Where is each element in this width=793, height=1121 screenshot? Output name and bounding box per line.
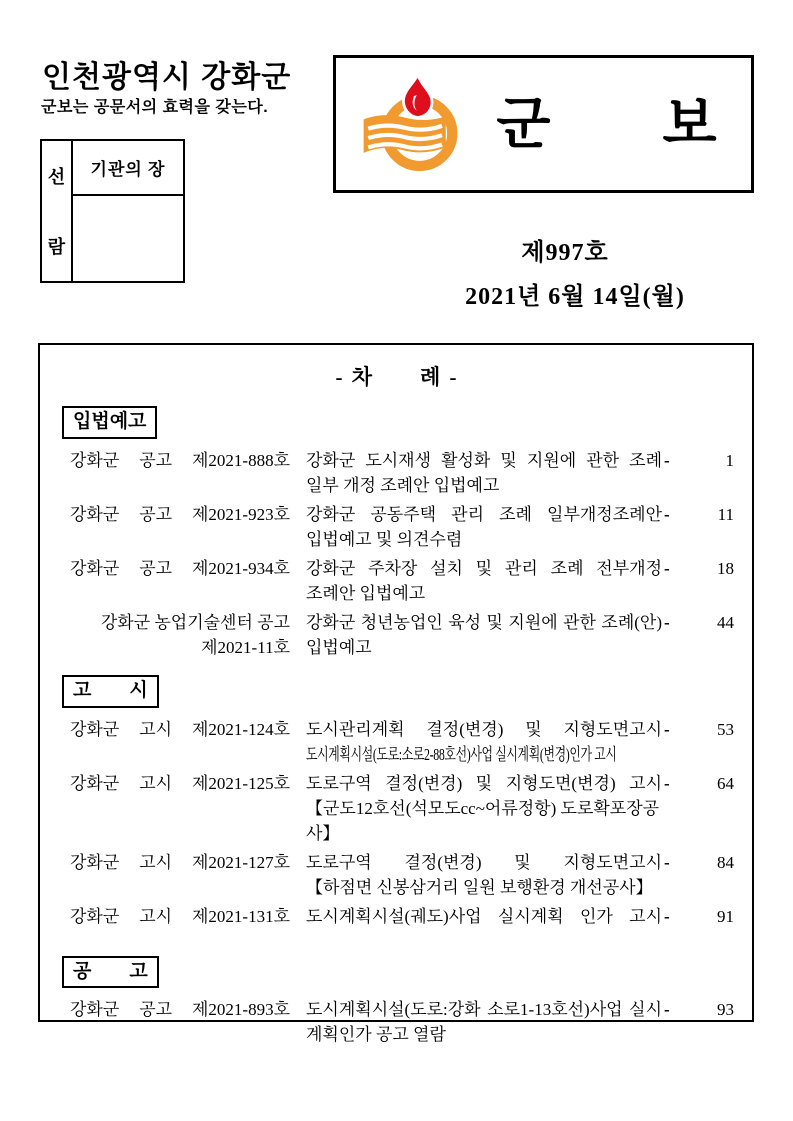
entry-doc-number	[70, 771, 290, 796]
stamp-header-cell: 기관의 장	[73, 141, 183, 196]
entry-page-number: 84	[717, 852, 734, 872]
entry-page-number: 93	[717, 1000, 734, 1020]
stamp-side-label-bottom: 람	[47, 237, 66, 257]
toc-title: - 차 례 -	[335, 365, 459, 389]
page-dash: -	[664, 719, 670, 739]
entry-title-line: 도시계획시설(도로:강화 소로1-13호선)사업 실시	[306, 1000, 662, 1020]
entry-page	[664, 448, 734, 473]
section-entries	[70, 997, 734, 1047]
entry-title	[306, 771, 662, 846]
entry-title	[306, 904, 662, 929]
section-entries	[70, 448, 734, 660]
doc-number-line: 강화군 공고 제2021-934호	[70, 558, 290, 578]
toc-sections	[60, 406, 734, 1047]
doc-number-line: 강화군 공고 제2021-893호	[70, 1000, 290, 1020]
section-label: 공 고	[62, 956, 159, 989]
section-label: 입법예고	[62, 406, 157, 439]
toc-entry-row	[70, 997, 734, 1047]
entry-page-number: 11	[717, 504, 734, 524]
entry-title-line: 도시관리계획 결정(변경) 및 지형도면고시	[306, 719, 662, 739]
entry-title	[306, 997, 662, 1047]
entry-doc-number	[70, 904, 290, 929]
toc-section	[60, 956, 734, 1048]
county-emblem-icon	[358, 68, 470, 180]
doc-number-line: 강화군 고시 제2021-127호	[70, 852, 290, 872]
entry-page-number: 64	[717, 773, 734, 793]
page-dash: -	[664, 612, 670, 632]
entry-title-line: 강화군 청년농업인 육성 및 지원에 관한 조례(안)	[306, 612, 662, 632]
entry-doc-number	[70, 610, 290, 660]
entry-page	[664, 997, 734, 1022]
entry-doc-number	[70, 448, 290, 473]
entry-page-number: 53	[717, 719, 734, 739]
entry-title-line: 조례안 입법예고	[306, 583, 426, 603]
page-dash: -	[664, 1000, 670, 1020]
issue-date: 2021년 6월 14일(월)	[465, 284, 685, 310]
entry-doc-number	[70, 502, 290, 527]
entry-title-line: 도로구역 결정(변경) 및 지형도면고시	[306, 852, 662, 872]
entry-title	[306, 502, 662, 552]
toc-section	[60, 675, 734, 929]
doc-number-line: 강화군 고시 제2021-125호	[70, 773, 290, 793]
section-label: 고 시	[62, 675, 159, 708]
entry-page	[664, 502, 734, 527]
entry-page-number: 18	[717, 558, 734, 578]
entry-doc-number	[70, 997, 290, 1022]
gazette-header-box	[333, 55, 754, 193]
entry-title	[306, 610, 662, 660]
entry-page	[664, 850, 734, 875]
toc-entry-row	[70, 904, 734, 929]
page-dash: -	[664, 450, 670, 470]
doc-number-line: 강화군 고시 제2021-131호	[70, 906, 290, 926]
entry-page-number: 91	[717, 906, 734, 926]
stamp-side-column	[42, 141, 73, 281]
page-dash: -	[664, 773, 670, 793]
entry-title	[306, 448, 662, 498]
entry-title	[306, 556, 662, 606]
entry-page	[664, 904, 734, 929]
gazette-title: 군 보	[496, 92, 717, 155]
page-dash: -	[664, 504, 670, 524]
entry-title-line: 계획인가 공고 열람	[306, 1025, 446, 1045]
entry-title-line: 강화군 주차장 설치 및 관리 조례 전부개정	[306, 558, 662, 578]
entry-page	[664, 717, 734, 742]
toc-entry-row	[70, 502, 734, 552]
gazette-tagline: 군보는 공문서의 효력을 갖는다.	[41, 99, 269, 116]
entry-title-line: 도로구역 결정(변경) 및 지형도면(변경) 고시	[306, 773, 662, 793]
toc-entry-row	[70, 610, 734, 660]
stamp-signature-cell	[73, 196, 183, 281]
entry-page	[664, 556, 734, 581]
page-dash: -	[664, 852, 670, 872]
page-dash: -	[664, 906, 670, 926]
entry-title-line: 도시계획시설(궤도)사업 실시계획 인가 고시	[306, 906, 662, 926]
entry-doc-number	[70, 556, 290, 581]
doc-number-line: 강화군 고시 제2021-124호	[70, 719, 290, 739]
entry-page-number: 44	[717, 612, 734, 632]
doc-number-line: 강화군 공고 제2021-923호	[70, 504, 290, 524]
toc-entry-row	[70, 556, 734, 606]
doc-number-line: 제2021-11호	[201, 637, 290, 657]
entry-title-line: 강화군 도시재생 활성화 및 지원에 관한 조례	[306, 450, 662, 470]
toc-section	[60, 406, 734, 660]
entry-title-line: 【군도12호선(석모도cc~어류정항) 도로확포장공사】	[306, 798, 660, 843]
entry-doc-number	[70, 850, 290, 875]
toc-entry-row	[70, 850, 734, 900]
entry-title-line: 입법예고 및 의견수렴	[306, 529, 463, 549]
entry-doc-number	[70, 717, 290, 742]
flame-icon	[403, 75, 432, 118]
stamp-right-column	[73, 141, 183, 281]
entry-page	[664, 610, 734, 635]
entry-title	[306, 850, 662, 900]
entry-page	[664, 771, 734, 796]
toc-box	[38, 343, 754, 1045]
doc-number-line: 강화군 농업기술센터 공고	[100, 612, 290, 632]
entry-title-line: 강화군 공동주택 관리 조례 일부개정조례안	[306, 504, 662, 524]
region-title: 인천광역시 강화군	[42, 61, 292, 94]
toc-entry-row	[70, 448, 734, 498]
stamp-side-label-top: 선	[47, 167, 66, 187]
toc-entry-row	[70, 771, 734, 846]
entry-page-number: 1	[725, 450, 734, 470]
entry-title-line: 입법예고	[306, 637, 372, 657]
page-dash: -	[664, 558, 670, 578]
doc-number-line: 강화군 공고 제2021-888호	[70, 450, 290, 470]
entry-title-line: 일부 개정 조례안 입법예고	[306, 475, 500, 495]
section-entries	[70, 717, 734, 929]
entry-title-line: 【하점면 신봉삼거리 일원 보행환경 개선공사】	[306, 877, 653, 897]
entry-title-line: 도시계획시설(도로:소로2-88호선)사업 실시계획(변경)인가 고시	[306, 744, 617, 764]
entry-title	[306, 717, 662, 767]
stamp-table	[40, 139, 185, 283]
toc-entry-row	[70, 717, 734, 767]
issue-number: 제997호	[521, 240, 609, 266]
